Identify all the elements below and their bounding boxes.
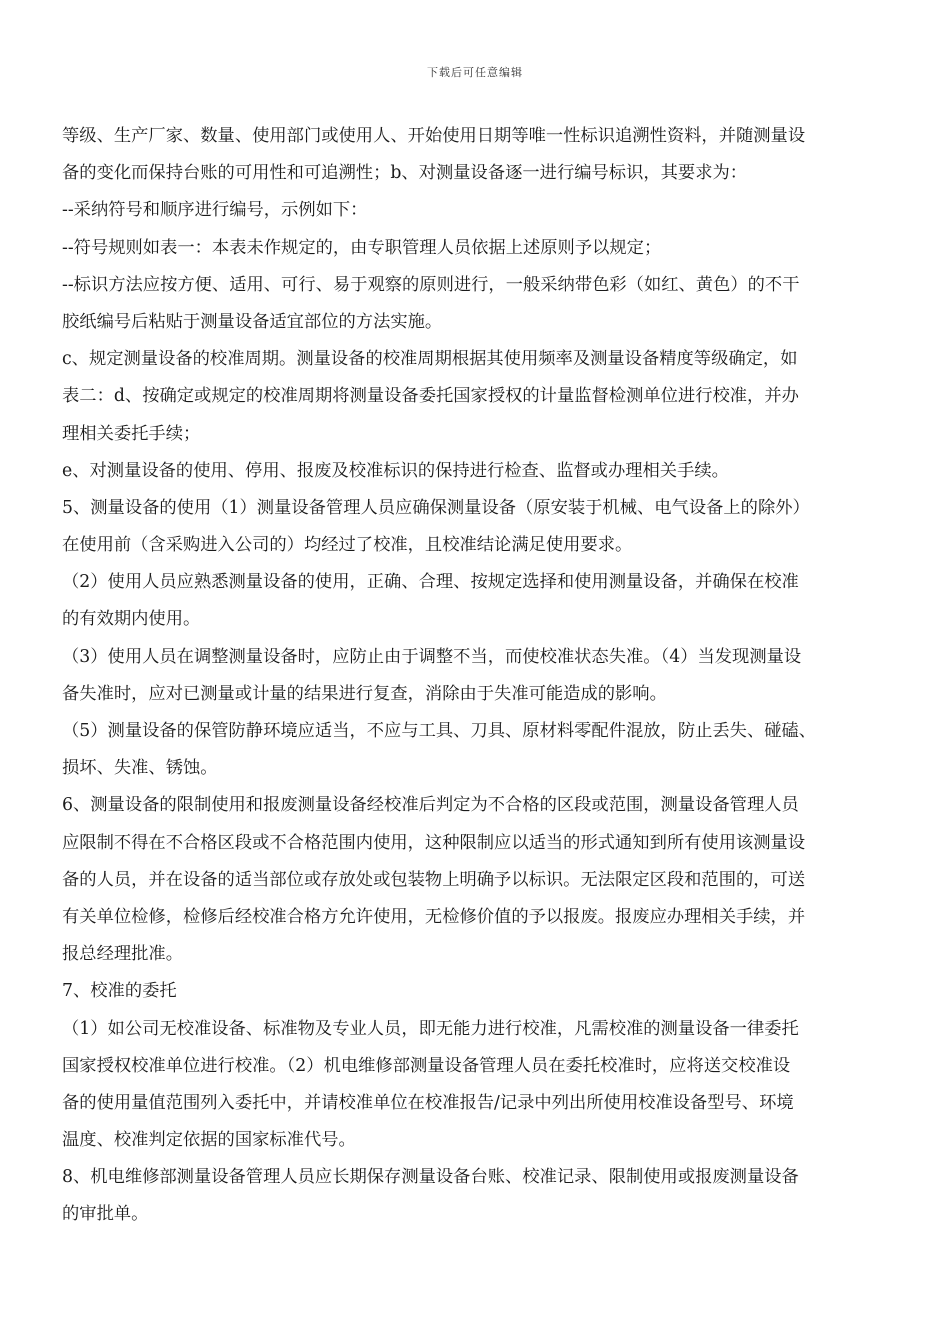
text-line: 表二：d、按确定或规定的校准周期将测量设备委托国家授权的计量监督检测单位进行校准，并办 (62, 386, 799, 407)
text-line: e、对测量设备的使用、停用、报废及校准标识的保持进行检查、监督或办理相关手续。 (62, 460, 729, 481)
text-line: 备的使用量值范围列入委托中，并请校准单位在校准报告/记录中列出所使用校准设备型号、环境 (62, 1092, 794, 1113)
text-line: 的审批单。 (62, 1204, 149, 1225)
text-line: 胶纸编号后粘贴于测量设备适宜部位的方法实施。 (62, 311, 443, 332)
text-line: 有关单位检修，检修后经校准合格方允许使用，无检修价值的予以报废。报废应办理相关手续，并 (62, 906, 806, 927)
text-line: 国家授权校准单位进行校准。（2）机电维修部测量设备管理人员在委托校准时，应将送交校准设 (62, 1055, 791, 1076)
text-line: 8、机电维修部测量设备管理人员应长期保存测量设备台账、校准记录、限制使用或报废测量设备 (62, 1167, 799, 1188)
text-line: （5）测量设备的保管防静环境应适当，不应与工具、刀具、原材料零配件混放，防止丢失、碰磕、 (62, 721, 817, 741)
text-line: 在使用前（含采购进入公司的）均经过了校准，且校准结论满足使用要求。 (62, 535, 633, 556)
text-line: --符号规则如表一：本表未作规定的，由专职管理人员依据上述原则予以规定； (62, 237, 662, 258)
text-line: （1）如公司无校准设备、标准物及专业人员，即无能力进行校准，凡需校准的测量设备一律委托 (62, 1018, 799, 1039)
text-line: 等级、生产厂家、数量、使用部门或使用人、开始使用日期等唯一性标识追溯性资料，并随测量设 (62, 126, 806, 146)
text-line: 损坏、失准、锈蚀。 (62, 758, 218, 779)
page-header: 下载后可任意编辑 (427, 66, 523, 79)
body-text (62, 118, 892, 1234)
text-line: （2）使用人员应熟悉测量设备的使用，正确、合理、按规定选择和使用测量设备，并确保在校准 (62, 572, 799, 593)
text-line: 5、测量设备的使用（1）测量设备管理人员应确保测量设备（原安装于机械、电气设备上的除外） (62, 497, 810, 518)
text-line: （3）使用人员在调整测量设备时，应防止由于调整不当，而使校准状态失准。（4）当发现测量设 (62, 646, 802, 667)
text-line: 6、测量设备的限制使用和报废测量设备经校准后判定为不合格的区段或范围，测量设备管理人员 (62, 795, 799, 816)
text-line: --标识方法应按方便、适用、可行、易于观察的原则进行，一般采纳带色彩（如红、黄色）的不干 (62, 274, 800, 295)
text-line: 应限制不得在不合格区段或不合格范围内使用，这种限制应以适当的形式通知到所有使用该测量设 (62, 832, 806, 853)
text-line: 的有效期内使用。 (62, 609, 201, 630)
text-line: 备的人员，并在设备的适当部位或存放处或包装物上明确予以标识。无法限定区段和范围的，可送 (62, 869, 806, 890)
text-line: 温度、校准判定依据的国家标准代号。 (62, 1130, 356, 1151)
text-line: 备失准时，应对已测量或计量的结果进行复查，消除由于失准可能造成的影响。 (62, 683, 667, 704)
text-line: 理相关委托手续； (62, 423, 201, 444)
text-line: c、规定测量设备的校准周期。测量设备的校准周期根据其使用频率及测量设备精度等级确定，如 (62, 349, 798, 370)
text-line: 报总经理批准。 (62, 944, 183, 965)
text-line: 7、校准的委托 (62, 981, 177, 1002)
text-line: 备的变化而保持台账的可用性和可追溯性；b、对测量设备逐一进行编号标识，其要求为： (62, 163, 748, 184)
text-line: --采纳符号和顺序进行编号，示例如下： (62, 200, 368, 221)
